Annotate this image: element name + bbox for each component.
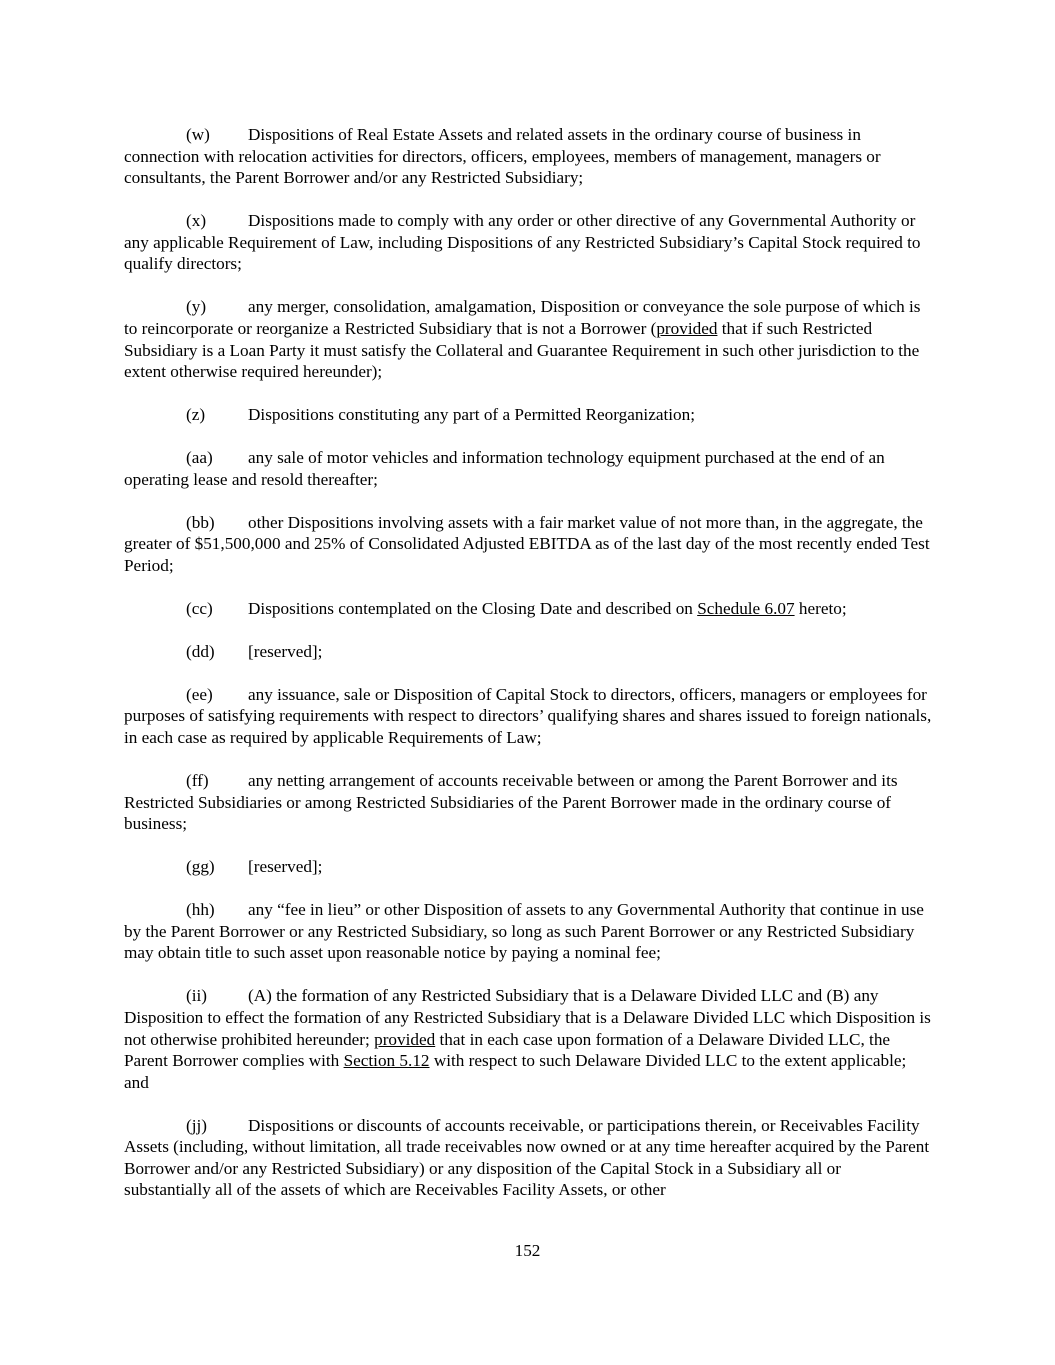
- underlined-term: Section 5.12: [343, 1051, 430, 1071]
- clause-label: (ee): [186, 684, 213, 704]
- clause-paragraph: [124, 899, 932, 964]
- clause-label: (bb): [186, 512, 215, 532]
- clause-label: (x): [186, 211, 207, 231]
- clause-paragraph: [124, 641, 932, 663]
- clause-text: hereto;: [794, 598, 847, 618]
- clause-label: (gg): [186, 857, 215, 877]
- clause-label: (dd): [186, 641, 215, 661]
- clause-text: that if such Restricted Subsidiary is a Loan Party it must satisfy the Collateral and Guarantee Requirement in such other jurisdiction to the extent otherwise required hereunder);: [124, 318, 920, 382]
- clause-label: (jj): [186, 1115, 207, 1135]
- clause-paragraph: [124, 770, 932, 835]
- clause-text: any sale of motor vehicles and information technology equipment purchased at the end of an operating lease and resold thereafter;: [124, 448, 885, 489]
- clause-text: Dispositions or discounts of accounts receivable, or participations therein, or Receivables Facility Assets (including, without limitation, all trade receivables now owned or at any time hereafter acquired by the Parent Borrower and/or any Restricted Subsidiary) or any disposition of the Capital Stock in a Subsidiary all or substantially all of the assets of which are Receivables Facility Assets, or other: [124, 1115, 930, 1200]
- clause-paragraph: [124, 210, 932, 275]
- clause-paragraph: [124, 447, 932, 490]
- clause-paragraph: [124, 512, 932, 577]
- clause-label: (z): [186, 405, 206, 425]
- underlined-term: provided: [374, 1029, 436, 1049]
- clause-label: (hh): [186, 900, 215, 920]
- clause-paragraph: [124, 124, 932, 189]
- clause-text: with respect to such Delaware Divided LLC to the extent applicable; and: [124, 1051, 907, 1092]
- clause-text: Dispositions made to comply with any order or other directive of any Governmental Authority or any applicable Requirement of Law, including Dispositions of any Restricted Subsidiary’s Capital Stock required to qualify directors;: [124, 211, 921, 274]
- document-body: [124, 124, 932, 1222]
- clause-paragraph: [124, 684, 932, 749]
- clause-text: Dispositions constituting any part of a Permitted Reorganization;: [248, 405, 695, 425]
- clause-label: (w): [186, 125, 210, 144]
- clause-paragraph: [124, 598, 932, 620]
- clause-paragraph: [124, 985, 932, 1093]
- clause-text: [reserved];: [248, 857, 323, 877]
- clause-paragraph: [124, 296, 932, 382]
- clause-text: Dispositions of Real Estate Assets and related assets in the ordinary course of business in connection with relocation activities for directors, officers, employees, members of management, managers or consultants, the Parent Borrower and/or any Restricted Subsidiary;: [124, 125, 881, 188]
- clause-label: (aa): [186, 448, 213, 468]
- clause-text: that in each case upon formation of a Delaware Divided LLC, the Parent Borrower complies with: [124, 1029, 891, 1071]
- clause-text: any “fee in lieu” or other Disposition of assets to any Governmental Authority that continue in use by the Parent Borrower or any Restricted Subsidiary, so long as such Parent Borrower or any Restricted Subsidiary may obtain title to such asset upon reasonable notice by paying a nominal fee;: [124, 900, 924, 963]
- clause-paragraph: [124, 856, 932, 878]
- clause-text: any netting arrangement of accounts receivable between or among the Parent Borrower and its Restricted Subsidiaries or among Restricted Subsidiaries of the Parent Borrower made in the ordinary course of business;: [124, 770, 898, 834]
- underlined-term: Schedule 6.07: [697, 598, 795, 618]
- clause-paragraph: [124, 1115, 932, 1201]
- clause-label: (ff): [186, 770, 209, 790]
- underlined-term: provided: [656, 318, 718, 338]
- clause-label: (y): [186, 297, 207, 317]
- clause-paragraph: [124, 404, 932, 426]
- clause-text: other Dispositions involving assets with a fair market value of not more than, in the aggregate, the greater of $51,500,000 and 25% of Consolidated Adjusted EBITDA as of the last day of the most recently ended Test Period;: [124, 512, 930, 575]
- clause-label: (cc): [186, 598, 213, 618]
- clause-text: any merger, consolidation, amalgamation, Disposition or conveyance the sole purpose of which is to reincorporate or reorganize a Restricted Subsidiary that is not a Borrower (: [124, 297, 921, 338]
- page-number: 152: [514, 1241, 541, 1260]
- clause-text: [reserved];: [248, 641, 323, 661]
- clause-text: Dispositions contemplated on the Closing Date and described on: [248, 598, 698, 618]
- clause-text: (A) the formation of any Restricted Subsidiary that is a Delaware Divided LLC and (B) any Disposition to effect the formation of any Restricted Subsidiary that is a Delaware Divided LLC which Disposition is not otherwise prohibited hereunder;: [124, 986, 931, 1049]
- clause-text: any issuance, sale or Disposition of Capital Stock to directors, officers, managers or employees for purposes of satisfying requirements with respect to directors’ qualifying shares and shares issued to foreign nationals, in each case as required by applicable Requirements of Law;: [124, 684, 932, 747]
- clause-label: (ii): [186, 986, 207, 1006]
